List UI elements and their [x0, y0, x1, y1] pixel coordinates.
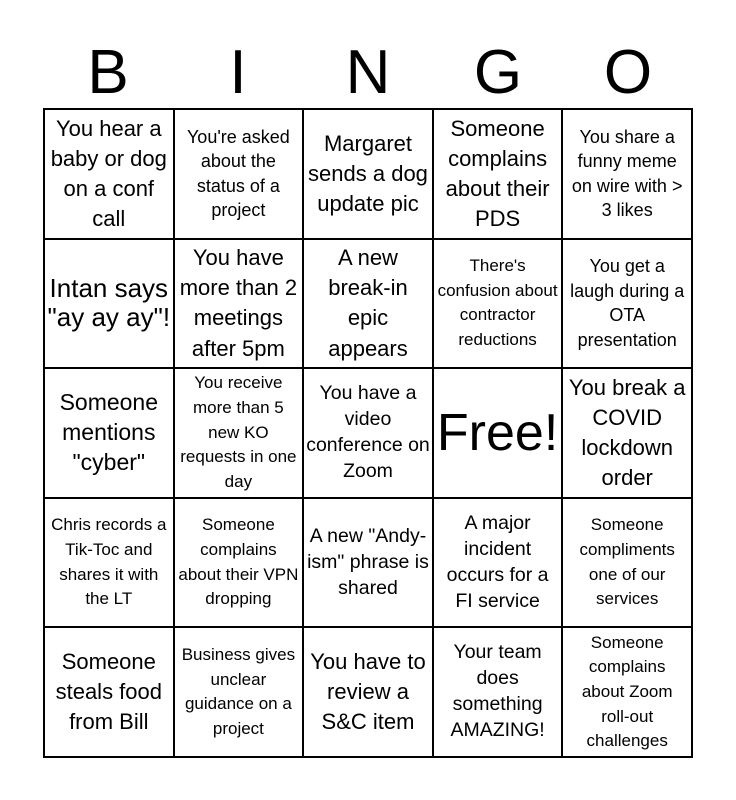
bingo-cell-r2-c3[interactable]: A new break-in epic appears — [304, 240, 434, 370]
bingo-cell-r5-c2[interactable]: Business gives unclear guidance on a project — [175, 628, 305, 758]
bingo-card-grid — [43, 108, 693, 758]
header-letter-i: I — [229, 38, 247, 107]
bingo-cell-r1-c1[interactable]: You hear a baby or dog on a conf call — [45, 110, 175, 240]
bingo-cell-r5-c3[interactable]: You have to review a S&C item — [304, 628, 434, 758]
bingo-cell-r2-c2[interactable]: You have more than 2 meetings after 5pm — [175, 240, 305, 370]
bingo-cell-free[interactable]: Free! — [434, 369, 564, 499]
bingo-cell-r4-c4[interactable]: A major incident occurs for a FI service — [434, 499, 564, 629]
bingo-cell-r1-c5[interactable]: You share a funny meme on wire with > 3 likes — [563, 110, 693, 240]
bingo-cell-r1-c3[interactable]: Margaret sends a dog update pic — [304, 110, 434, 240]
bingo-cell-r1-c2[interactable]: You're asked about the status of a project — [175, 110, 305, 240]
bingo-cell-r4-c2[interactable]: Someone complains about their VPN dropping — [175, 499, 305, 629]
header-letter-b: B — [87, 38, 129, 107]
bingo-cell-r2-c5[interactable]: You get a laugh during a OTA presentation — [563, 240, 693, 370]
header-letter-o: O — [603, 38, 653, 107]
bingo-cell-r1-c4[interactable]: Someone complains about their PDS — [434, 110, 564, 240]
bingo-cell-r3-c3[interactable]: You have a video conference on Zoom — [304, 369, 434, 499]
bingo-cell-r4-c3[interactable]: A new "Andy-ism" phrase is shared — [304, 499, 434, 629]
bingo-cell-r5-c4[interactable]: Your team does something AMAZING! — [434, 628, 564, 758]
bingo-cell-r5-c1[interactable]: Someone steals food from Bill — [45, 628, 175, 758]
bingo-header — [43, 38, 693, 108]
bingo-cell-r4-c5[interactable]: Someone compliments one of our services — [563, 499, 693, 629]
header-letter-g: G — [473, 38, 523, 107]
bingo-cell-r3-c2[interactable]: You receive more than 5 new KO requests in one day — [175, 369, 305, 499]
bingo-cell-r5-c5[interactable]: Someone complains about Zoom roll-out challenges — [563, 628, 693, 758]
bingo-cell-r4-c1[interactable]: Chris records a Tik-Toc and shares it with the LT — [45, 499, 175, 629]
bingo-cell-r2-c4[interactable]: There's confusion about contractor reductions — [434, 240, 564, 370]
bingo-cell-r3-c5[interactable]: You break a COVID lockdown order — [563, 369, 693, 499]
bingo-cell-r3-c1[interactable]: Someone mentions "cyber" — [45, 369, 175, 499]
bingo-cell-r2-c1[interactable]: Intan says "ay ay ay"! — [45, 240, 175, 370]
header-letter-n: N — [345, 38, 391, 107]
